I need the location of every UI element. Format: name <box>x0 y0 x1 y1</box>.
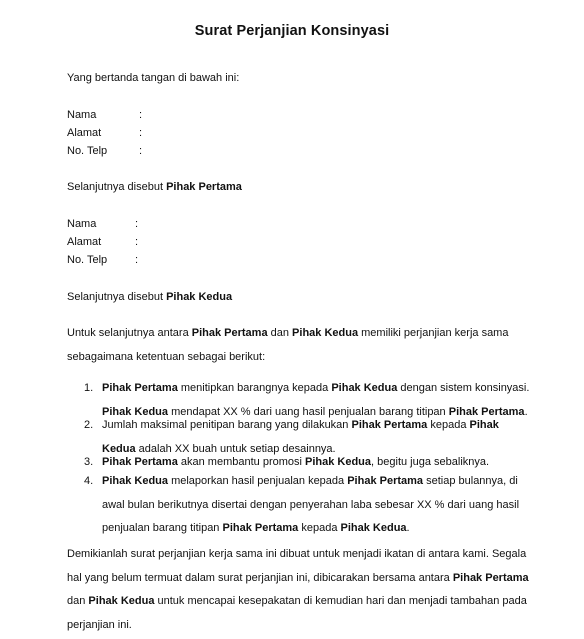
term-item-1 <box>102 381 530 419</box>
field-colon: : <box>135 218 139 230</box>
paragraph-line <box>67 326 537 340</box>
text-run: mendapat XX % dari uang hasil penjualan barang titipan <box>168 405 449 418</box>
term-line <box>102 521 522 535</box>
field-label-phone: No. Telp <box>67 254 108 266</box>
field-label-name: Nama <box>67 109 97 121</box>
paragraph-line <box>67 350 537 364</box>
text-run: adalah XX buah untuk setiap desainnya. <box>135 442 336 455</box>
field-colon: : <box>139 127 143 139</box>
text-run: , begitu juga sebaliknya. <box>371 456 490 468</box>
intro-text: Yang bertanda tangan di bawah ini: <box>67 72 240 84</box>
party-ref: Pihak Pertama <box>347 475 424 487</box>
second-party-designation <box>67 290 232 304</box>
field-colon: : <box>139 109 143 121</box>
second-party-name: Pihak Kedua <box>166 291 233 303</box>
field-label-phone: No. Telp <box>67 145 108 157</box>
text-run: kepada <box>427 419 470 431</box>
document-title: Surat Perjanjian Konsinyasi <box>194 23 390 39</box>
text-run: dan <box>267 327 293 339</box>
party-ref: Pihak Kedua <box>305 456 372 468</box>
field-colon: : <box>135 254 139 266</box>
closing-paragraph <box>67 547 537 632</box>
text-run: setiap bulannya, di <box>423 475 518 487</box>
party-ref: Pihak Pertama <box>102 456 178 468</box>
text-run: melaporkan hasil penjualan kepada <box>168 475 348 487</box>
party-ref: Pihak Pertama <box>102 382 178 394</box>
field-colon: : <box>135 236 139 248</box>
paragraph-line <box>67 618 537 632</box>
field-colon: : <box>139 145 143 157</box>
text-run: dengan sistem konsinyasi. <box>397 382 530 394</box>
field-label-address: Alamat <box>67 127 102 139</box>
designation-prefix: Selanjutnya disebut <box>67 181 167 193</box>
party-ref: Pihak Pertama <box>448 405 525 418</box>
term-line <box>102 455 522 469</box>
party-ref: Pihak <box>469 419 499 431</box>
text-run: menitipkan barangnya kepada <box>177 382 332 394</box>
agreement-intro-paragraph <box>67 326 537 364</box>
text-run: perjanjian ini. <box>67 618 132 631</box>
term-number: 1. <box>84 382 94 394</box>
text-run: penjualan barang titipan <box>102 522 223 534</box>
party-ref: Pihak Pertama <box>191 327 268 339</box>
text-run: dan <box>67 595 89 607</box>
text-run: . <box>406 522 410 534</box>
term-number: 4. <box>84 475 94 487</box>
first-party-name: Pihak Pertama <box>166 181 242 193</box>
designation-prefix: Selanjutnya disebut <box>67 291 167 303</box>
text-run: Jumlah maksimal penitipan barang yang dilakukan <box>102 419 352 431</box>
term-number: 3. <box>84 456 94 468</box>
paragraph-line <box>67 571 537 585</box>
party-ref: Pihak Kedua <box>102 475 169 487</box>
text-run: hal yang belum termuat dalam surat perjanjian ini, dibicarakan bersama antara <box>67 571 453 584</box>
field-label-address: Alamat <box>67 236 102 248</box>
term-line <box>102 442 522 456</box>
term-number: 2. <box>84 419 94 431</box>
text-run: akan membantu promosi <box>177 456 305 468</box>
party-ref: Pihak Kedua <box>292 327 359 339</box>
party-ref: Pihak Pertama <box>351 419 428 431</box>
party-ref: Pihak Kedua <box>340 522 407 534</box>
party-ref: Pihak Pertama <box>222 522 299 534</box>
term-item-4 <box>102 474 522 535</box>
term-line <box>102 381 530 395</box>
term-line <box>102 418 522 432</box>
term-line <box>102 498 522 512</box>
term-item-3 <box>102 455 522 469</box>
text-run: sebagaimana ketentuan sebagai berikut: <box>67 350 266 363</box>
text-run: Untuk selanjutnya antara <box>67 327 192 339</box>
party-ref: Pihak Kedua <box>88 595 155 607</box>
party-ref: Pihak Pertama <box>452 571 529 584</box>
term-item-2 <box>102 418 522 456</box>
text-run: kepada <box>298 522 341 534</box>
term-line <box>102 474 522 488</box>
paragraph-line <box>67 547 537 561</box>
party-ref: Pihak Kedua <box>331 382 398 394</box>
party-ref: Kedua <box>102 442 136 455</box>
field-label-name: Nama <box>67 218 97 230</box>
paragraph-line <box>67 594 537 608</box>
text-run: . <box>524 405 528 418</box>
term-line <box>102 405 528 419</box>
text-run: awal bulan berikutnya disertai dengan penyerahan laba sebesar XX % dari uang hasil <box>102 498 520 511</box>
text-run: Demikianlah surat perjanjian kerja sama ini dibuat untuk menjadi ikatan di antara kami. Segala <box>67 548 527 560</box>
first-party-designation <box>67 180 242 194</box>
text-run: untuk mencapai kesepakatan di kemudian hari dan menjadi tambahan pada <box>154 595 527 607</box>
text-run: memiliki perjanjian kerja sama <box>358 327 509 339</box>
party-ref: Pihak Kedua <box>102 405 169 418</box>
